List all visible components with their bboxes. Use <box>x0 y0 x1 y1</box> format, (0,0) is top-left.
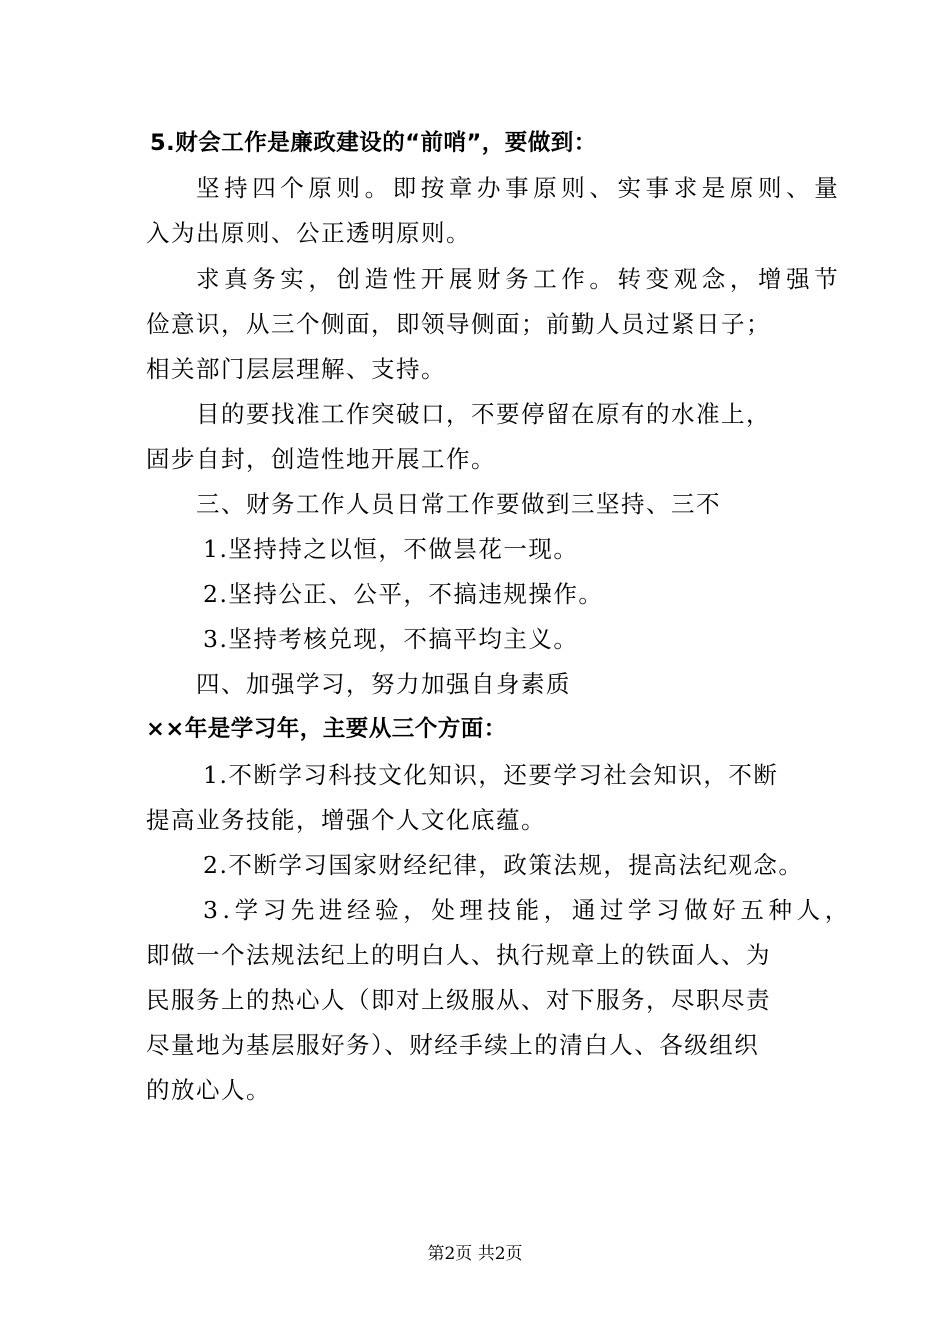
paragraph-line: 坚持四个原则。即按章办事原则、实事求是原则、量 <box>196 174 843 202</box>
paragraph-line: 的放心人。 <box>146 1076 271 1104</box>
list-item: 1.坚持持之以恒，不做昙花一现。 <box>203 535 579 563</box>
paragraph-line: 提高业务技能，增强个人文化底蕴。 <box>146 806 546 834</box>
paragraph-line: 目的要找准工作突破口，不要停留在原有的水准上， <box>196 400 771 428</box>
paragraph-line: 3.学习先进经验，处理技能，通过学习做好五种人， <box>203 896 853 924</box>
list-item: 2.坚持公正、公平，不搞违规操作。 <box>203 580 604 608</box>
paragraph-line: 相关部门层层理解、支持。 <box>146 355 446 383</box>
paragraph-line: 1.不断学习科技文化知识，还要学习社会知识，不断 <box>203 761 779 789</box>
paragraph-line: 即做一个法规法纪上的明白人、执行规章上的铁面人、为 <box>146 941 771 969</box>
list-item: 3.坚持考核兑现，不搞平均主义。 <box>203 625 579 653</box>
paragraph-line: 民服务上的热心人（即对上级服从、对下服务，尽职尽责 <box>146 986 771 1014</box>
page-number-footer: 第2页 共2页 <box>427 1244 523 1264</box>
paragraph-line: 求真务实，创造性开展财务工作。转变观念，增强节 <box>196 265 843 293</box>
paragraph-line: 固步自封，创造性地开展工作。 <box>146 445 496 473</box>
section-4-title: 四、加强学习，努力加强自身素质 <box>196 670 571 698</box>
paragraph-line: 入为出原则、公正透明原则。 <box>146 219 471 247</box>
heading-5: 5.财会工作是廉政建设的“前哨”，要做到： <box>150 130 597 156</box>
paragraph-line: 尽量地为基层服好务）、财经手续上的清白人、各级组织 <box>146 1031 760 1059</box>
section-3-title: 三、财务工作人员日常工作要做到三坚持、三不 <box>196 490 721 518</box>
paragraph-line: 俭意识，从三个侧面，即领导侧面；前勤人员过紧日子； <box>146 310 771 338</box>
paragraph-line: 2.不断学习国家财经纪律，政策法规，提高法纪观念。 <box>203 851 804 879</box>
study-year-heading: ××年是学习年，主要从三个方面： <box>146 716 507 742</box>
